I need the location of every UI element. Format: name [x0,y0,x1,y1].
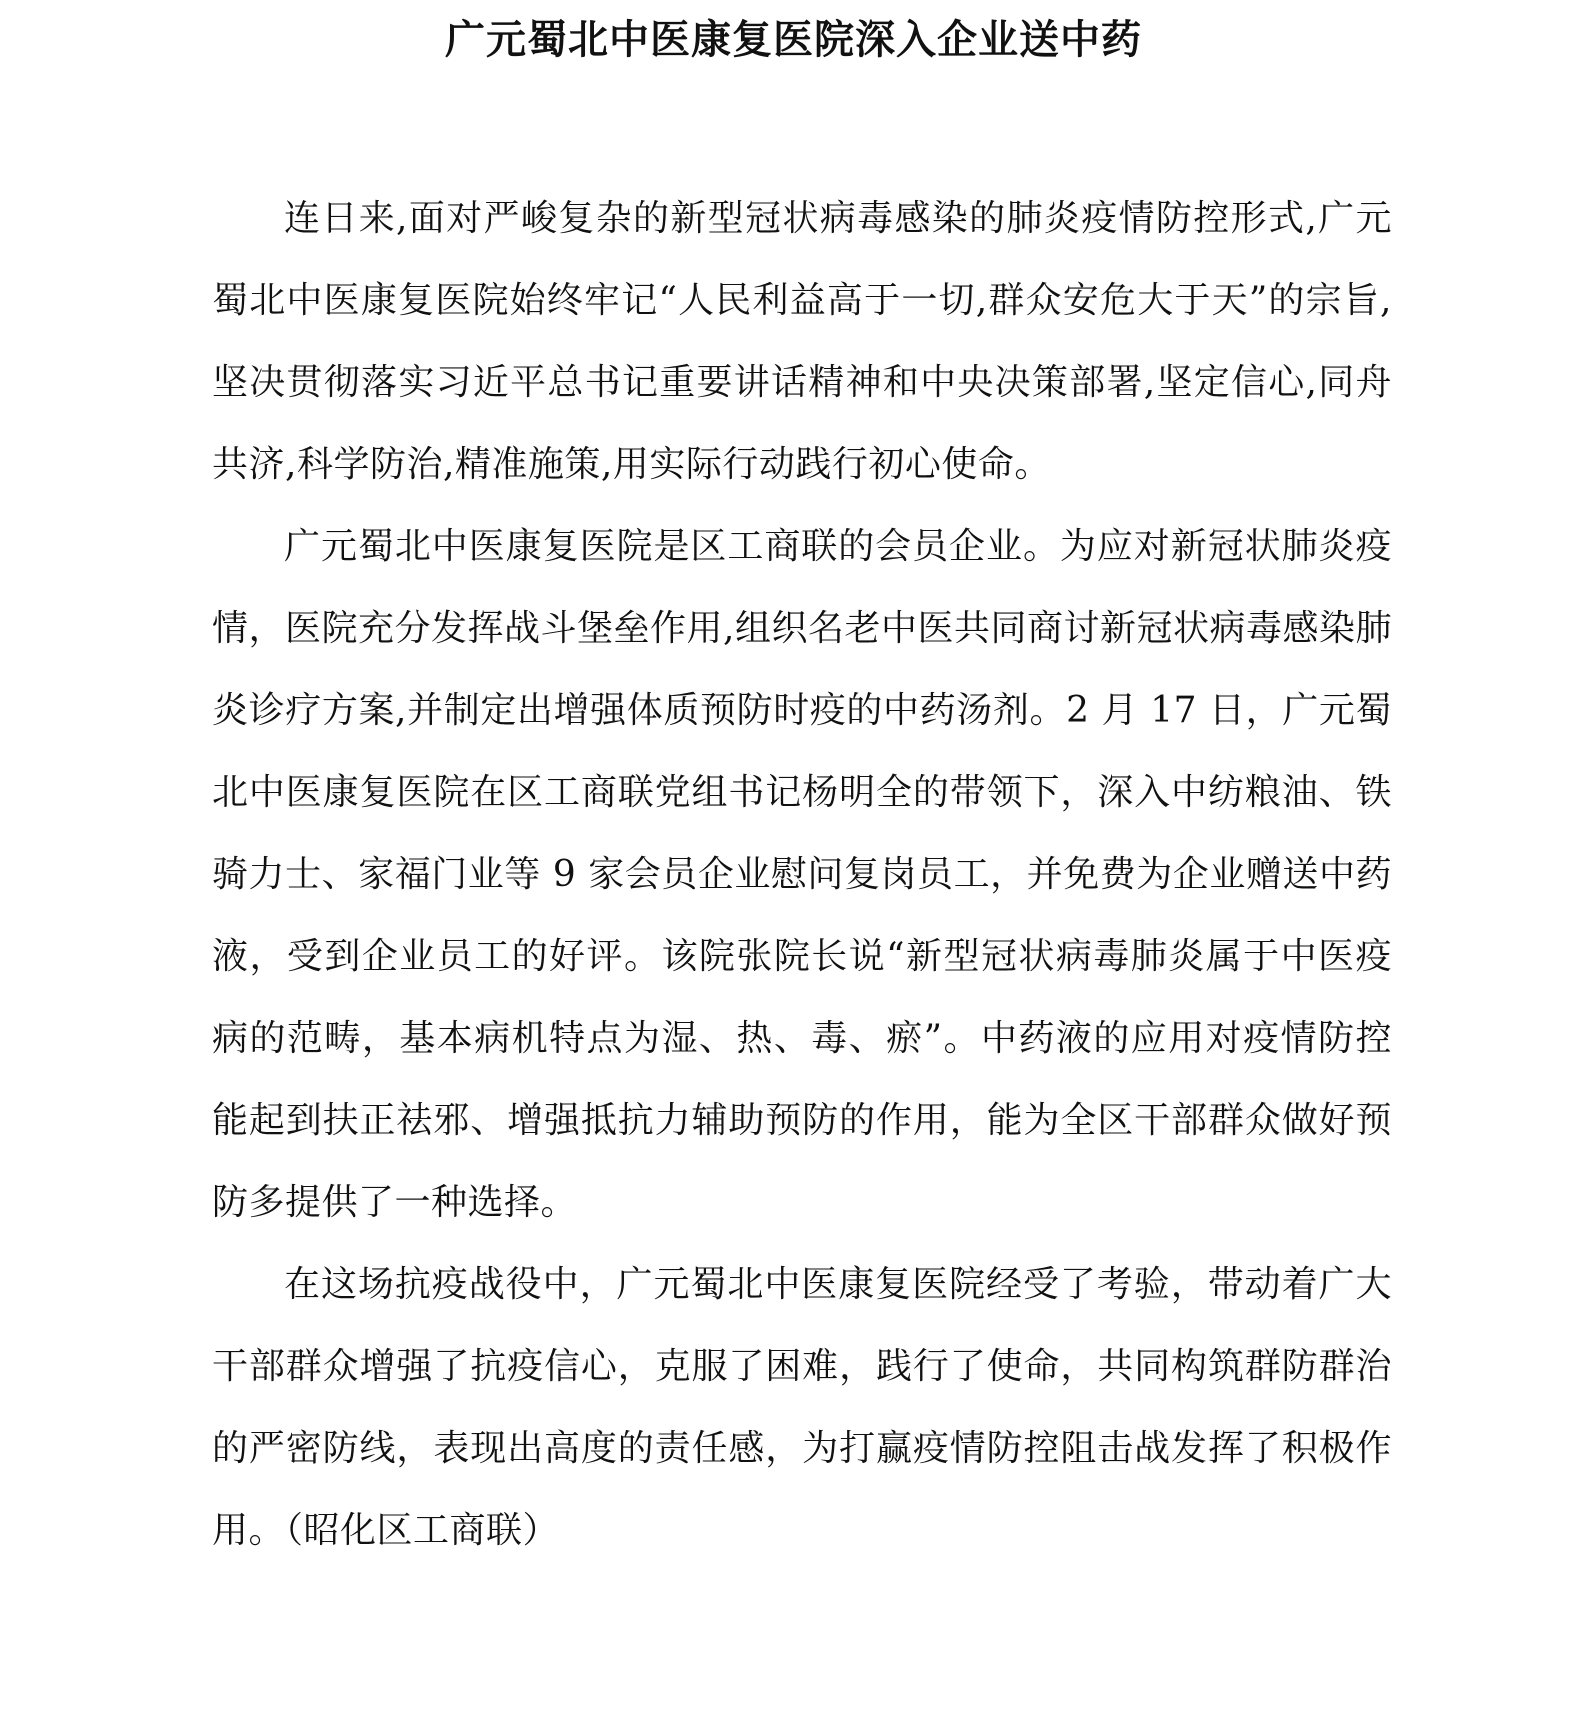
article-body [212,178,1392,1572]
paragraph-2: 广元蜀北中医康复医院是区工商联的会员企业。为应对新冠状肺炎疫情，医院充分发挥战斗堡垒作用,组织名老中医共同商讨新冠状病毒感染肺炎诊疗方案,并制定出增强体质预防时疫的中药汤剂。2 月 17 日，广元蜀北中医康复医院在区工商联党组书记杨明全的带领下，深入中纺粮油、铁骑力士、家福门业等 9 家会员企业慰问复岗员工，并免费为企业赠送中药液，受到企业员工的好评。该院张院长说“新型冠状病毒肺炎属于中医疫病的范畴，基本病机特点为湿、热、毒、瘀”。中药液的应用对疫情防控能起到扶正祛邪、增强抵抗力辅助预防的作用，能为全区干部群众做好预防多提供了一种选择。 [212,526,1392,1223]
paragraph-1: 连日来,面对严峻复杂的新型冠状病毒感染的肺炎疫情防控形式,广元蜀北中医康复医院始终牢记“人民利益高于一切,群众安危大于天”的宗旨,坚决贯彻落实习近平总书记重要讲话精神和中央决策部署,坚定信心,同舟共济,科学防治,精准施策,用实际行动践行初心使命。 [212,198,1392,485]
document-title: 广元蜀北中医康复医院深入企业送中药 [445,17,1142,63]
paragraph-3: 在这场抗疫战役中，广元蜀北中医康复医院经受了考验，带动着广大干部群众增强了抗疫信心，克服了困难，践行了使命，共同构筑群防群治的严密防线，表现出高度的责任感，为打赢疫情防控阻击战发挥了积极作用。（昭化区工商联） [212,1264,1392,1551]
